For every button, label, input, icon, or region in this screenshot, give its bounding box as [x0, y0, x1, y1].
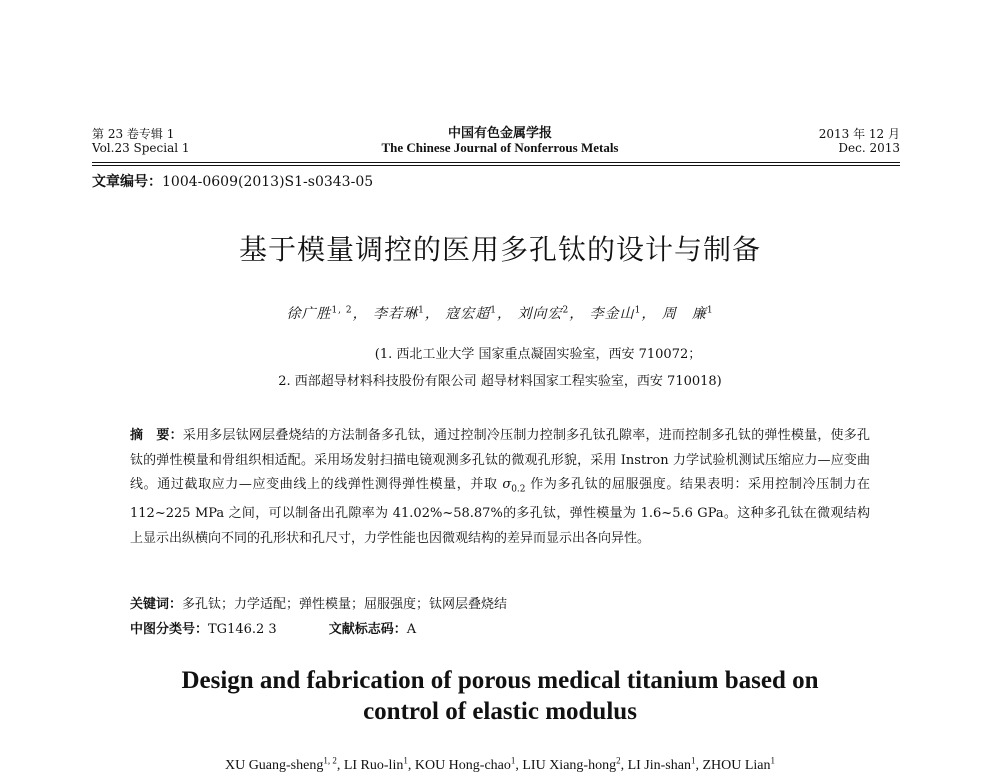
abstract-text-cont: 作为多孔钛的屈服强度。结果表明：采用控制冷压制力在 112~225 MPa 之间，可以制备出孔隙率为 41.02%~58.87%的多孔钛，弹性模量为 1.6~5.6 GPa。这种多孔钛在微观结构上显示出纵横向不同的孔形状和孔尺寸，力学性能也因微观结构的差异而显示出各向异性。: [130, 477, 870, 546]
affiliation-2: 2. 西部超导材料科技股份有限公司 超导材料国家工程实验室，西安 710018): [278, 374, 722, 389]
author-cn: 周 廉$^1$: [661, 305, 714, 322]
article-number-value: 1004-0609(2013)S1-s0343-05: [162, 174, 374, 190]
issue-date: [819, 127, 900, 155]
author-en: LI Ruo-lin$^1$,: [343, 755, 415, 773]
issue-date-en: Dec. 2013: [838, 141, 900, 155]
author-cn: 李金山$^1$，: [589, 305, 657, 322]
journal-volume-info: [92, 127, 190, 155]
article-number-label: 文章编号：: [92, 174, 162, 190]
paper-title-en: [0, 665, 1000, 727]
volume-cn: 第 23 卷专辑 1: [92, 127, 175, 141]
abstract: [130, 424, 870, 551]
journal-name: [300, 127, 700, 155]
author-list-cn: [0, 303, 1000, 323]
author-cn: 寇宏超$^1$，: [445, 305, 512, 322]
author-en: XU Guang-sheng$^{1, 2}$,: [224, 755, 344, 773]
keywords: [130, 593, 507, 612]
author-cn: 李若琳$^1$，: [373, 305, 440, 322]
paper-title-en-line1: Design and fabrication of porous medical titanium based on: [181, 667, 819, 694]
sigma-subscript: 0.2: [511, 484, 526, 495]
keywords-label: 关键词：: [130, 597, 183, 612]
abstract-text: 采用多层钛网层叠烧结的方法制备多孔钛，通过控制冷压制力控制多孔钛孔隙率，进而控制多孔钛的弹性模量，使多孔钛的弹性模量和骨组织相适配。采用场发射扫描电镜观测多孔钛的微观孔形貌，采用 Instron 力学试验机测试压缩应力—应变曲线。通过截取应力—应变曲线上的线弹性测得弹性模量，并取: [130, 428, 870, 492]
abstract-label: 摘 要：: [130, 428, 183, 443]
journal-name-en: The Chinese Journal of Nonferrous Metals: [381, 140, 619, 155]
author-cn: 徐广胜$^{1, 2}$，: [286, 305, 368, 322]
article-number: [92, 171, 373, 191]
paper-title-en-line2: control of elastic modulus: [363, 698, 637, 725]
header-rule-bottom: [92, 165, 900, 166]
sigma-symbol: σ: [502, 477, 512, 492]
clc-label: 中图分类号：: [130, 622, 209, 637]
author-cn: 刘向宏$^2$，: [517, 305, 585, 322]
volume-en: Vol.23 Special 1: [92, 141, 190, 155]
keywords-text: 多孔钛；力学适配；弹性模量；屈服强度；钛网层叠烧结: [182, 597, 508, 612]
classification: [130, 618, 416, 637]
author-en: LIU Xiang-hong$^2$,: [522, 755, 628, 773]
author-en: ZHOU Lian$^1$: [702, 755, 776, 773]
author-en: LI Jin-shan$^1$,: [627, 755, 703, 773]
journal-name-cn: 中国有色金属学报: [447, 126, 552, 141]
paper-title-cn: 基于模量调控的医用多孔钛的设计与制备: [238, 233, 761, 266]
clc-value: TG146.2 3: [208, 622, 277, 637]
author-en: KOU Hong-chao$^1$,: [414, 755, 523, 773]
issue-date-cn: 2013 年 12 月: [818, 127, 900, 141]
author-list-en: [0, 755, 1000, 774]
affiliation-1: (1. 西北工业大学 国家重点凝固实验室，西安 710072；: [374, 347, 702, 362]
doc-code-value: A: [406, 622, 417, 637]
doc-code-label: 文献标志码：: [328, 622, 407, 637]
header-rule-top: [92, 162, 900, 163]
